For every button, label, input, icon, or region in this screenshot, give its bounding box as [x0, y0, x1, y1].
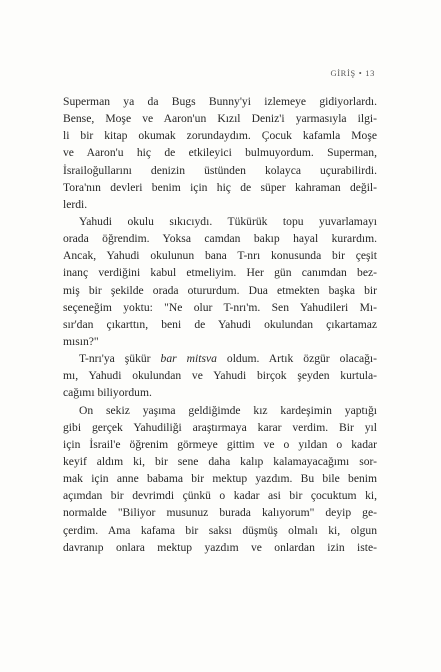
text-line: mı, Yahudi okulundan ve Yahudi birçok şeyden kurtula-	[63, 369, 377, 383]
text-line: mak için anne babama bir mektup yazdım. Bu bile benim	[63, 472, 377, 486]
text-line: Superman ya da Bugs Bunny'yi izlemeye gidiyorlardı.	[63, 95, 377, 108]
text-line: Bense, Moşe ve Aaron'un Kızıl Deniz'i yarmasıyla ilgi-	[63, 112, 377, 126]
text-line: seçeneğim yoktu: "Ne olur T-nrı'm. Sen Yahudileri Mı-	[63, 300, 377, 314]
text-run: oldum. Artık özgür olacağı-	[216, 352, 377, 366]
text-line: için İsrail'e öğrenim görmeye gittim ve o yıldan o kadar	[63, 437, 377, 451]
text-line: miş bir şekilde orada otururdum. Dua etmekten başka bir	[63, 283, 377, 297]
separator-bullet: •	[358, 68, 363, 78]
page-number: 13	[365, 68, 375, 78]
text-line: keyif aldım ki, bir sene daha kalıp kalamayacağımı sor-	[63, 454, 377, 468]
text-line: sır'dan çıkarttın, beni de Yahudi okulundan çıkartamaz	[63, 317, 377, 331]
text-line: inanç verdiğini kabul etmeliyim. Her gün canımdan bez-	[63, 266, 377, 280]
text-line: İsrailoğullarını denizin üstünden kolayca uçurabilirdi.	[63, 163, 377, 177]
text-line	[63, 350, 377, 367]
text-line: Ancak, Yahudi okulunun bana T-nrı konusunda bir çeşit	[63, 249, 377, 263]
text-line: davranıp onlara mektup yazdım ve onlardan izin iste-	[63, 540, 377, 554]
text-line: normalde "Biliyor musunuz burada kalıyorum" deyip ge-	[63, 506, 377, 520]
text-line: açımdan bir devrimdi çünkü o kadar asi bir çocuktum ki,	[63, 489, 377, 503]
italic-term: bar mitsva	[160, 352, 217, 366]
text-run: T-nrı'ya şükür	[79, 352, 161, 366]
text-line: lerdi.	[63, 197, 88, 211]
text-line: On sekiz yaşıma geldiğimde kız kardeşimin yaptığı	[79, 403, 377, 417]
text-line: cağımı biliyordum.	[63, 386, 152, 400]
body-text	[63, 93, 377, 556]
text-line: gibi gerçek Yahudiliği araştırmaya karar verdim. Bir yıl	[63, 420, 377, 434]
running-head	[331, 68, 375, 78]
text-line: Yahudi okulu sıkıcıydı. Tükürük topu yuvarlamayı	[79, 214, 377, 228]
section-title: GİRİŞ	[330, 68, 356, 78]
text-line: li bir kitap okumak zorundaydım. Çocuk kafamla Moşe	[63, 129, 377, 143]
text-line: çerdim. Ama kafama bir saksı düşmüş olmalı ki, olgun	[63, 523, 377, 537]
text-line: Tora'nın devleri benim için hiç de süper kahraman değil-	[63, 180, 377, 194]
text-line: mısın?"	[63, 334, 99, 348]
text-line: orada öğrendim. Yoksa camdan bakıp hayal kurardım.	[63, 232, 377, 246]
text-line: ve Aaron'u hiç de etkileyici bulmuyordum. Superman,	[63, 146, 377, 160]
